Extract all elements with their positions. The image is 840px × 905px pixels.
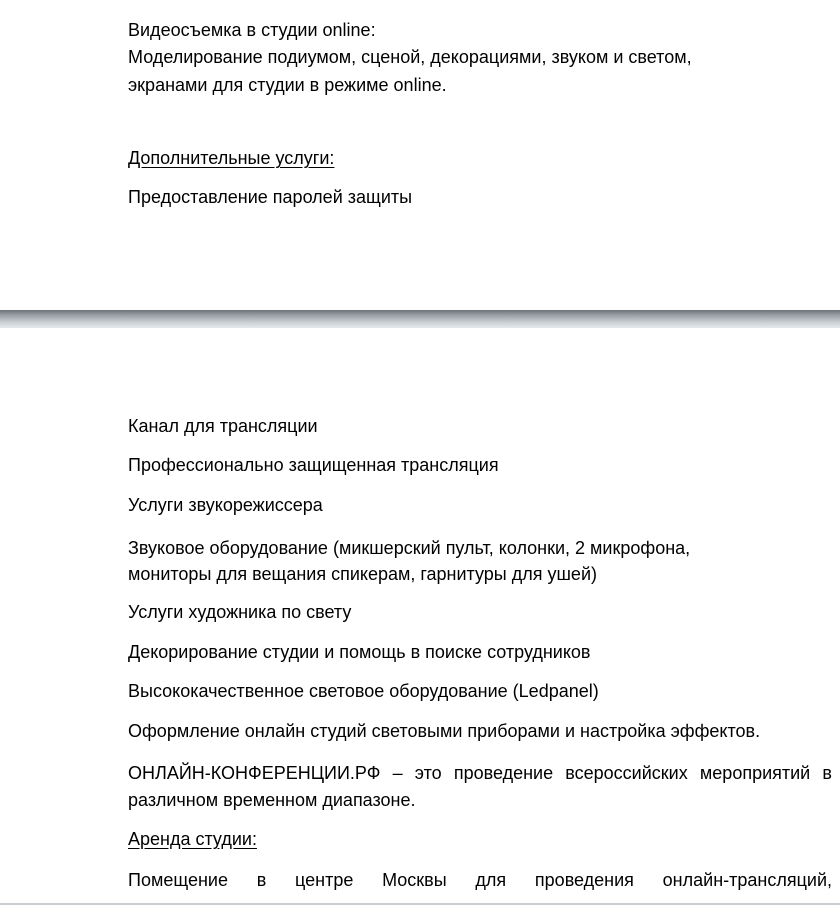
extra-services-heading: Дополнительные услуги: <box>128 148 335 168</box>
service-item-audio-equipment-line-2: мониторы для вещания спикерам, гарнитуры для ушей) <box>128 564 597 584</box>
studio-rent-description: Помещение в центре Москвы для проведения онлайн-трансляций, <box>128 870 832 890</box>
service-item-lighting-artist: Услуги художника по свету <box>128 602 352 622</box>
page-break-shadow <box>0 310 840 328</box>
conference-description-line-2: различном временном диапазоне. <box>128 790 416 810</box>
document-page-2 <box>0 328 840 905</box>
video-shooting-description-line-1: Моделирование подиумом, сценой, декорациями, звуком и светом, <box>128 47 692 67</box>
service-item-studio-lighting-design: Оформление онлайн студий световыми приборами и настройка эффектов. <box>128 721 761 741</box>
extra-services-item: Предоставление паролей защиты <box>128 187 413 207</box>
document-page-1 <box>0 0 840 310</box>
studio-rent-heading: Аренда студии: <box>128 829 257 849</box>
service-item-audio-equipment-line-1: Звуковое оборудование (микшерский пульт, колонки, 2 микрофона, <box>128 538 691 558</box>
service-item-sound-engineer: Услуги звукорежиссера <box>128 495 323 515</box>
service-item-lighting-equipment: Высококачественное световое оборудование (Ledpanel) <box>128 681 599 701</box>
service-item-broadcast-channel: Канал для трансляции <box>128 416 318 436</box>
conference-description-line-1: ОНЛАЙН-КОНФЕРЕНЦИИ.РФ – это проведение всероссийских мероприятий в <box>128 763 832 783</box>
video-shooting-description-line-2: экранами для студии в режиме online. <box>128 75 447 95</box>
video-shooting-title: Видеосъемка в студии online: <box>128 20 376 40</box>
service-item-protected-broadcast: Профессионально защищенная трансляция <box>128 455 499 475</box>
service-item-studio-decoration: Декорирование студии и помощь в поиске сотрудников <box>128 642 591 662</box>
